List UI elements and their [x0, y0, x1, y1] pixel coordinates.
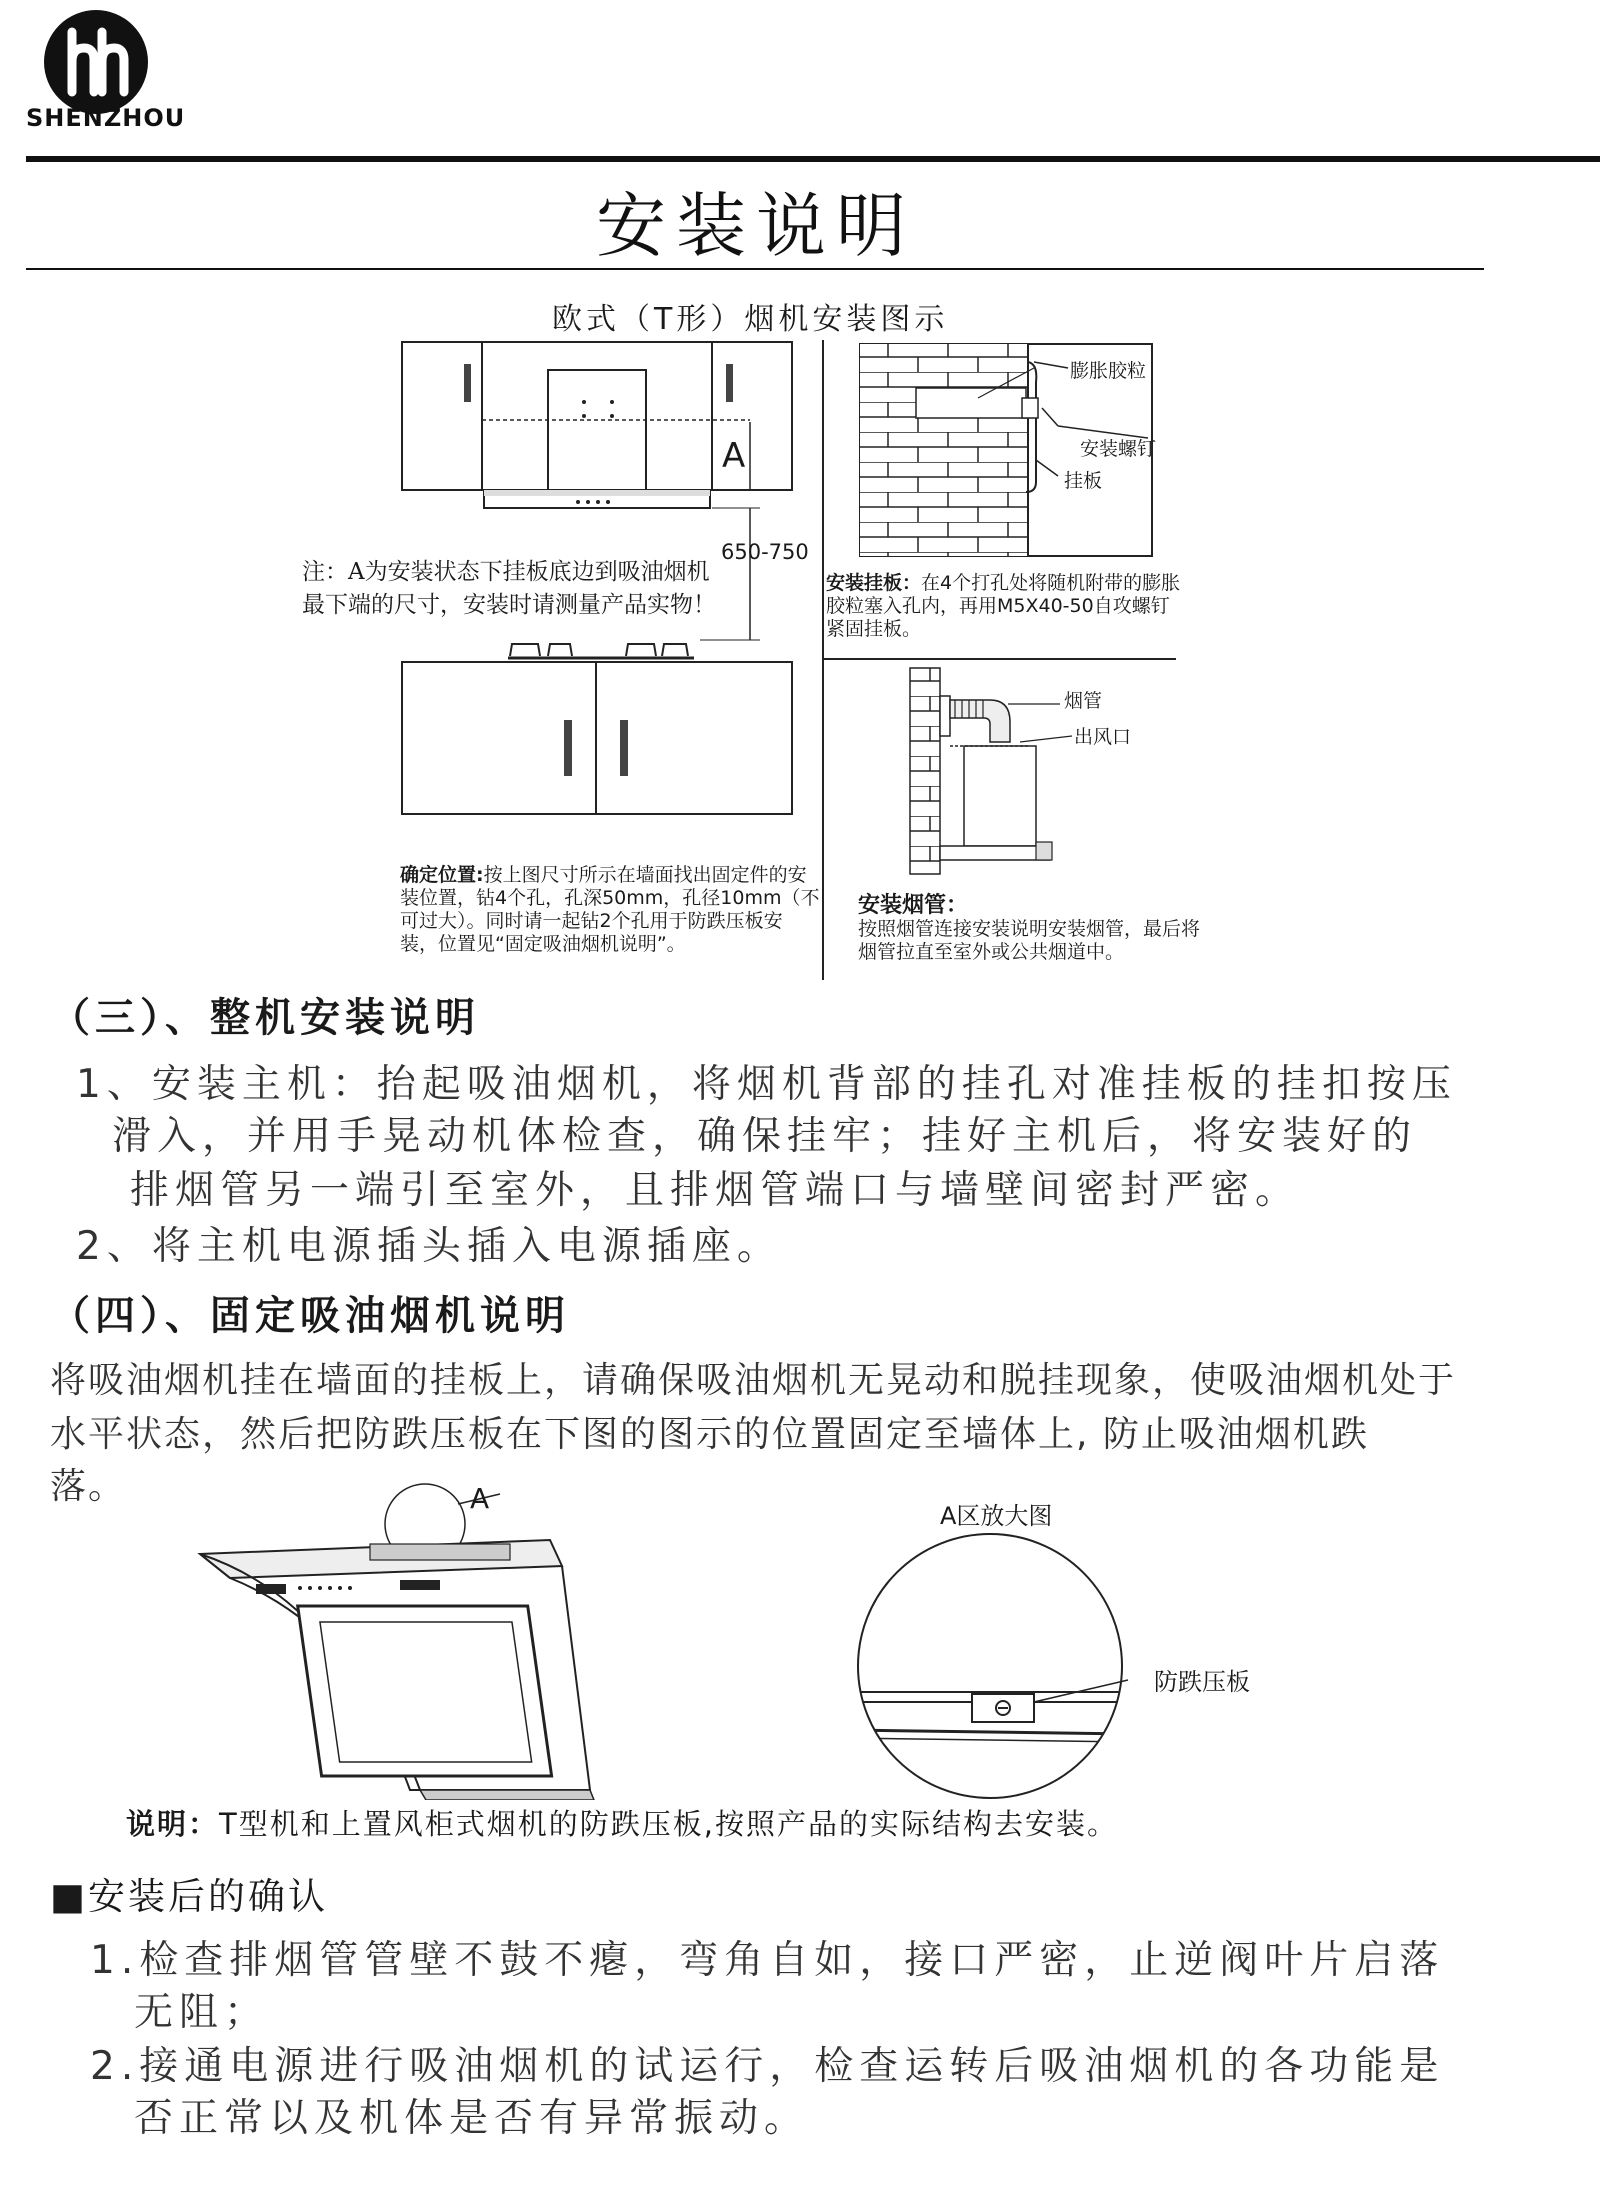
section4-line-2: 水平状态，然后把防跌压板在下图的图示的位置固定至墙体上, 防止吸油烟机跌 [50, 1414, 1369, 1455]
section4-line-1: 将吸油烟机挂在墙面的挂板上，请确保吸油烟机无晃动和脱挂现象，使吸油烟机处于 [50, 1360, 1457, 1401]
item-number: 2. [90, 2044, 140, 2089]
section3-item-1-line2: 滑入，并用手晃动机体检查，确保挂牢；挂好主机后，将安装好的 [112, 1114, 1418, 1159]
section4-line-3: 落。 [50, 1466, 127, 1507]
wall-label-anchor: 膨胀胶粒 [1070, 360, 1147, 382]
figure-divider-horizontal [822, 658, 1176, 660]
brand-logo-icon [44, 10, 148, 114]
hanger-heading: 安装挂板： [826, 572, 922, 594]
zoom-title: A区放大图 [940, 1502, 1053, 1530]
pipe-diagram [900, 666, 1150, 876]
section4-heading: （四）、固定吸油烟机说明 [50, 1293, 570, 1339]
item-number: 1、 [76, 1062, 152, 1107]
wall-label-plate: 挂板 [1064, 470, 1103, 492]
section4-explanation [126, 1802, 1118, 1843]
section3-heading: （三）、整机安装说明 [50, 995, 480, 1041]
confirm-item-2-line2: 否正常以及机体是否有异常振动。 [134, 2096, 810, 2141]
section3-item-1 [76, 1058, 1457, 1112]
header-rule [26, 156, 1600, 162]
item-line: 检查排烟管管壁不鼓不瘪，弯角自如，接口严密，止逆阀叶片启落 [139, 1938, 1445, 1983]
zoom-detail-diagram [848, 1530, 1134, 1800]
item-number: 1. [90, 1938, 140, 1983]
position-heading: 确定位置: [400, 864, 484, 886]
zoom-label-plate: 防跌压板 [1154, 1668, 1250, 1696]
position-instruction [400, 864, 820, 956]
pipe-label-duct: 烟管 [1064, 690, 1103, 712]
hood-perspective-diagram [190, 1480, 610, 1800]
callout-a: A [470, 1482, 490, 1515]
label-a: A [722, 436, 746, 476]
title-rule [26, 268, 1484, 270]
section3-item-1-line3: 排烟管另一端引至室外，且排烟管端口与墙壁间密封严密。 [130, 1168, 1301, 1213]
item-line: 接通电源进行吸油烟机的试运行，检查运转后吸油烟机的各功能是 [139, 2044, 1445, 2089]
confirm-item-1-line2: 无阻； [134, 1990, 270, 2035]
pipe-text: 按照烟管连接安装说明安装烟管，最后将烟管拉直至室外或公共烟道中。 [858, 918, 1201, 963]
explain-text: T型机和上置风柜式烟机的防跌压板,按照产品的实际结构去安装。 [219, 1807, 1118, 1841]
pipe-instruction [858, 894, 1218, 964]
confirm-item-2 [90, 2040, 1444, 2094]
figure-note: 注：A为安装状态下挂板底边到吸油烟机最下端的尺寸，安装时请测量产品实物！ [302, 559, 716, 618]
position-text: 按上图尺寸所示在墙面找出固定件的安装位置，钻4个孔，孔深50mm，孔径10mm（不可过大）。同时请一起钻2个孔用于防跌压板安装，位置见“固定吸油烟机说明”。 [400, 864, 820, 955]
pipe-heading: 安装烟管： [858, 893, 969, 918]
wall-label-screw: 安装螺钉 [1080, 438, 1157, 460]
figure-divider-vertical [822, 340, 824, 980]
item-line: 安装主机：抬起吸油烟机，将烟机背部的挂孔对准挂板的挂扣按压 [151, 1062, 1457, 1107]
item-line: 将主机电源插头插入电源插座。 [151, 1224, 782, 1269]
page-title: 安装说明 [596, 185, 916, 267]
explain-heading: 说明： [126, 1807, 220, 1841]
hanger-text: 在4个打孔处将随机附带的膨胀胶粒塞入孔内，再用M5X40-50自攻螺钉紧固挂板。 [826, 572, 1181, 640]
figure-title: 欧式（T形）烟机安装图示 [552, 302, 949, 337]
confirm-heading: ■安装后的确认 [50, 1875, 328, 1918]
brand-name: SHENZHOU [26, 104, 186, 132]
pipe-label-outlet: 出风口 [1074, 726, 1132, 748]
confirm-item-1 [90, 1934, 1444, 1988]
hanger-instruction [826, 572, 1186, 641]
dimension-label: 650-750 [721, 540, 809, 564]
item-number: 2、 [76, 1224, 152, 1269]
section3-item-2 [76, 1220, 782, 1274]
